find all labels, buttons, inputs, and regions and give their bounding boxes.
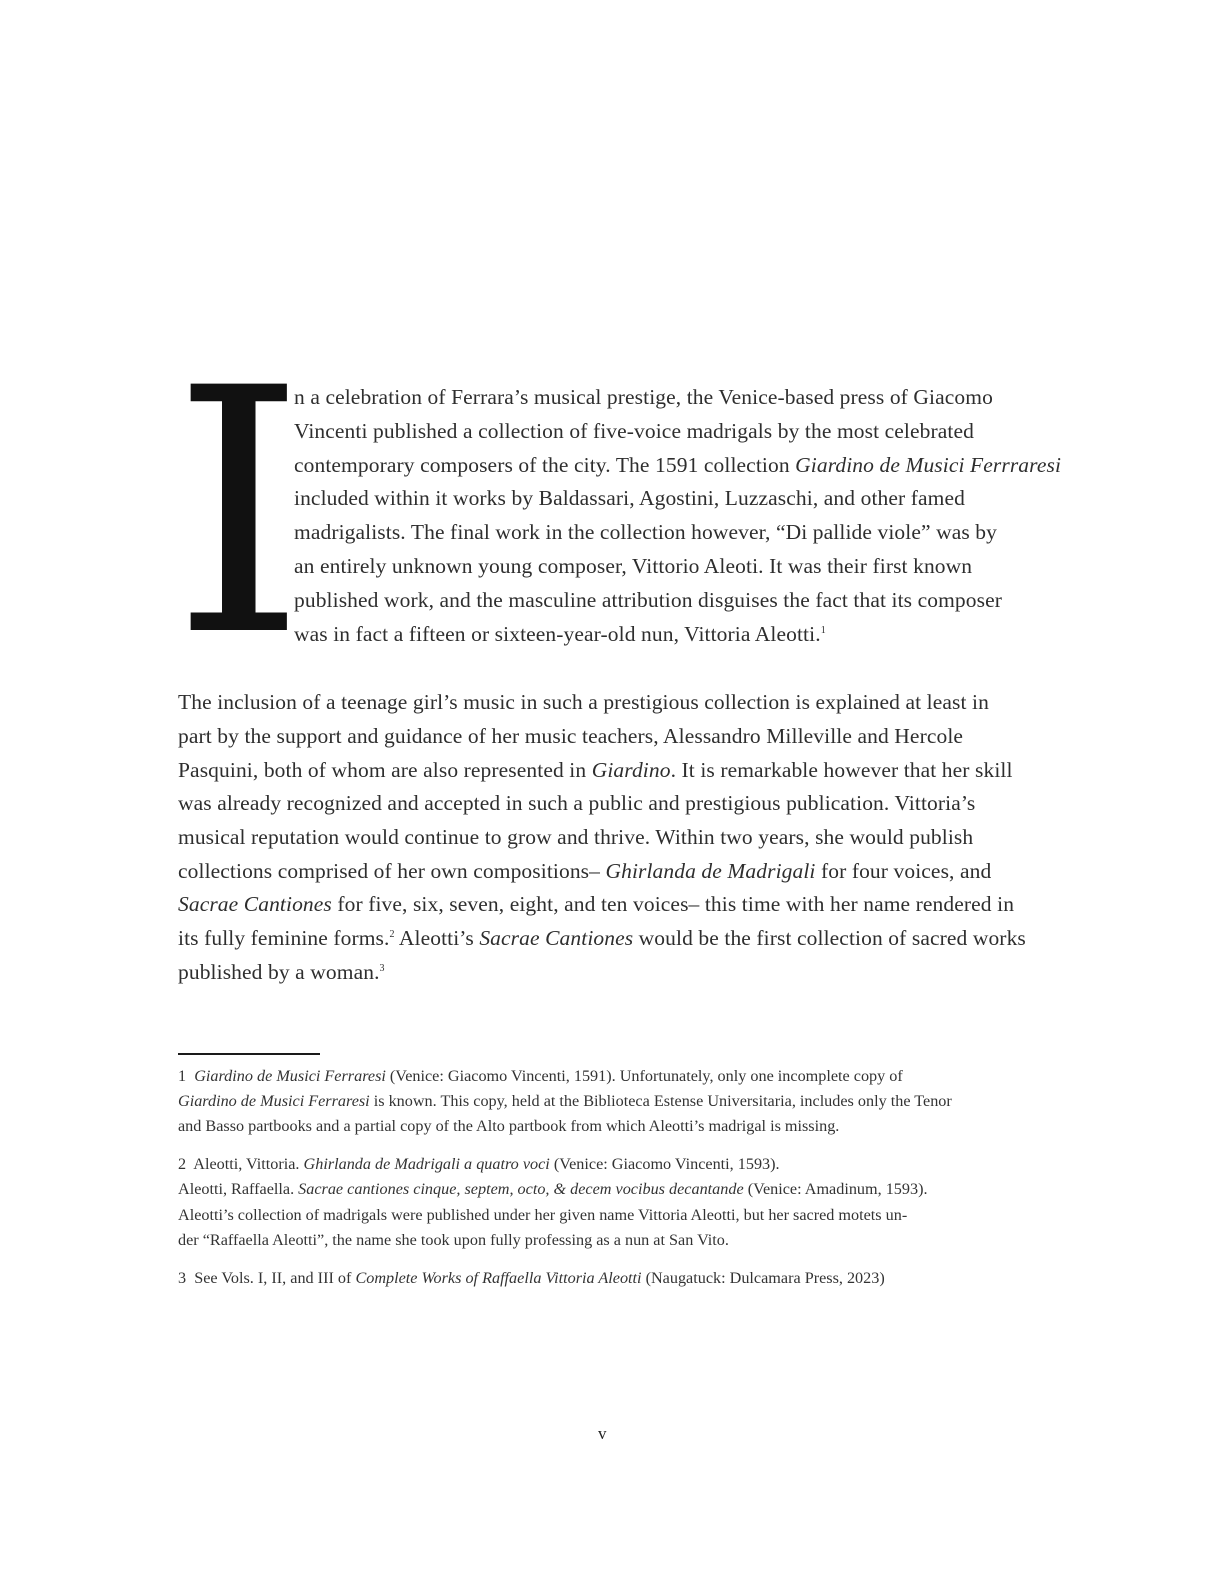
footnote-line: Aleotti, Raffaella. Sacrae cantiones cinque, septem, octo, & decem vocibus decantande (Venice: Amadinum, 1593). — [178, 1180, 928, 1198]
footnote-2: 2 Aleotti, Vittoria. Ghirlanda de Madrigali a quatro voci (Venice: Giacomo Vincenti, 1593). — [178, 1155, 780, 1173]
text-line: Vincenti published a collection of five-voice madrigals by the most celebrated — [294, 419, 974, 443]
footnote-line: Giardino de Musici Ferraresi is known. This copy, held at the Biblioteca Estense Universitaria, includes only the Tenor — [178, 1092, 952, 1110]
text-line: The inclusion of a teenage girl’s music in such a prestigious collection is explained at least in — [178, 690, 989, 714]
text-line: included within it works by Baldassari, Agostini, Luzzaschi, and other famed — [294, 486, 965, 510]
text-line: its fully feminine forms.$^2$ Aleotti’s Sacrae Cantiones would be the first collection of sacred works — [178, 926, 1026, 950]
drop-cap: I — [172, 316, 306, 710]
text-line: published by a woman.$^3$ — [178, 960, 385, 984]
text-line: published work, and the masculine attribution disguises the fact that its composer — [294, 588, 1002, 612]
text-line: n a celebration of Ferrara’s musical prestige, the Venice-based press of Giacomo — [294, 385, 993, 409]
text-line: Sacrae Cantiones for five, six, seven, eight, and ten voices– this time with her name rendered in — [178, 892, 1015, 916]
italic-title: Sacrae Cantiones — [479, 926, 634, 950]
text-line: collections comprised of her own compositions– Ghirlanda de Madrigali for four voices, and — [178, 859, 992, 883]
text-line: musical reputation would continue to grow and thrive. Within two years, she would publish — [178, 825, 974, 849]
footnote-ref[interactable]: 2 — [389, 929, 395, 940]
text-line: was already recognized and accepted in such a public and prestigious publication. Vittoria’s — [178, 791, 976, 815]
footnote-3: 3 See Vols. I, II, and III of Complete Works of Raffaella Vittoria Aleotti (Naugatuck: Dulcamara Press, 2023) — [178, 1269, 885, 1287]
text-line: was in fact a fifteen or sixteen-year-old nun, Vittoria Aleotti.$^1$ — [294, 622, 826, 646]
text-line: madrigalists. The final work in the collection however, “Di pallide viole” was by — [294, 520, 998, 544]
text-line: contemporary composers of the city. The 1591 collection Giardino de Musici Ferrraresi — [294, 453, 1062, 477]
italic-title: Giardino — [591, 758, 671, 782]
page-number: v — [598, 1424, 607, 1443]
text-line: Pasquini, both of whom are also represented in Giardino. It is remarkable however that her skill — [178, 758, 1013, 782]
footnote-ref[interactable]: 3 — [379, 963, 385, 974]
text-line: an entirely unknown young composer, Vittorio Aleoti. It was their first known — [294, 554, 973, 578]
footnote-ref[interactable]: 1 — [820, 625, 826, 636]
footnote-divider — [178, 1053, 320, 1055]
text-line: part by the support and guidance of her music teachers, Alessandro Milleville and Hercole — [178, 724, 964, 748]
italic-title: Sacrae Cantiones — [178, 892, 332, 916]
italic-title: Ghirlanda de Madrigali — [605, 859, 816, 883]
italic-title: Giardino de Musici Ferrraresi — [795, 453, 1062, 477]
footnote-1: 1 Giardino de Musici Ferraresi (Venice: Giacomo Vincenti, 1591). Unfortunately, only one incomplete copy of — [178, 1067, 903, 1085]
footnote-line: and Basso partbooks and a partial copy of the Alto partbook from which Aleotti’s madrigal is missing. — [178, 1117, 840, 1135]
footnote-line: der “Raffaella Aleotti”, the name she took upon fully professing as a nun at San Vito. — [178, 1231, 729, 1249]
footnote-line: Aleotti’s collection of madrigals were published under her given name Vittoria Aleotti, but her sacred motets un- — [178, 1206, 908, 1224]
